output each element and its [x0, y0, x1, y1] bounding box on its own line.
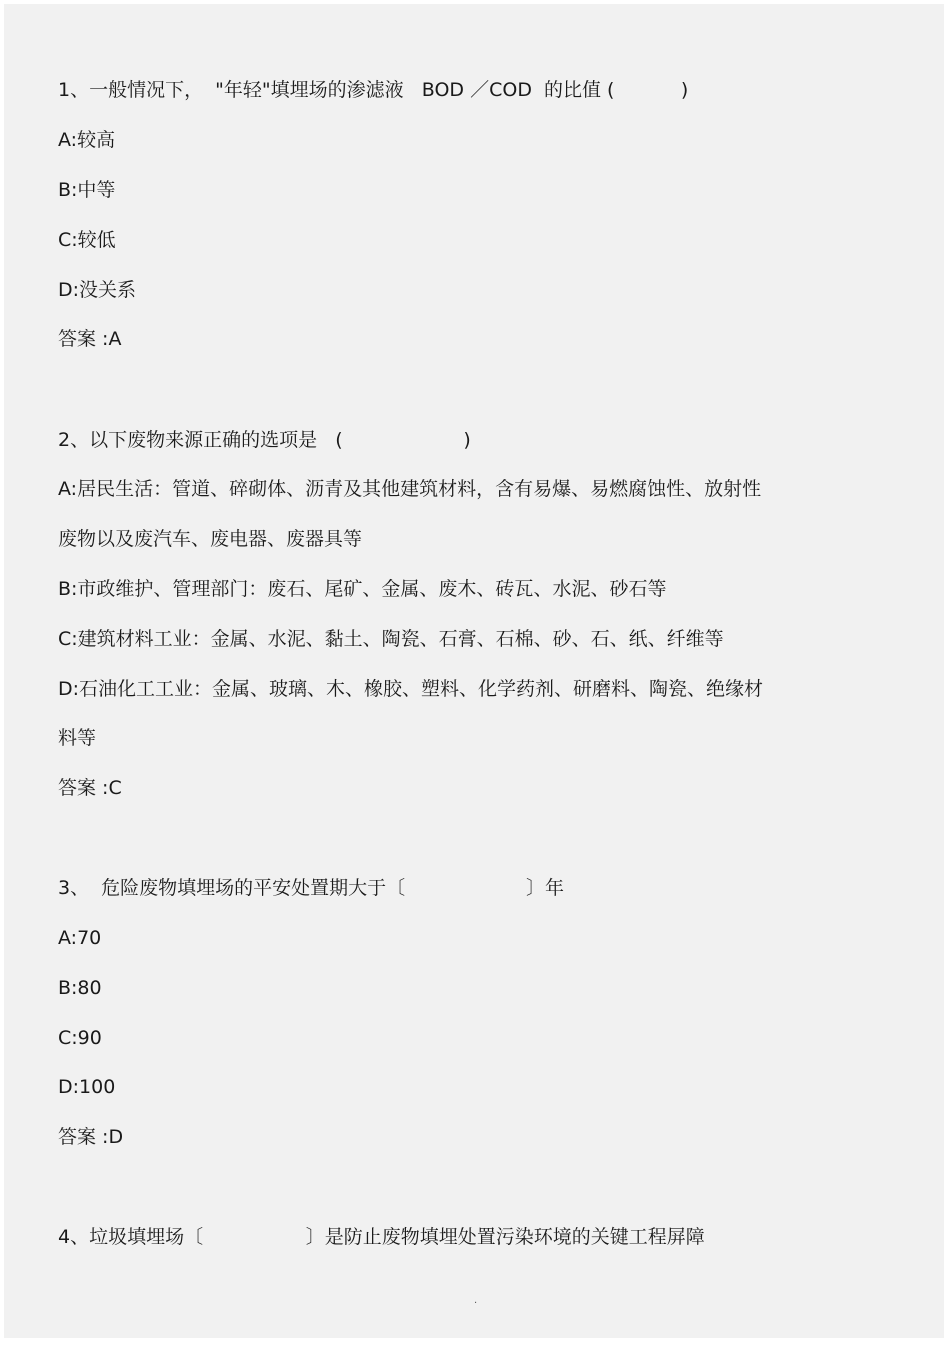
question-1-option-d: D:没关系	[58, 279, 137, 301]
question-2-option-d-cont: 料等	[58, 727, 97, 749]
question-2-option-d: D:石油化工工业：金属、玻璃、木、橡胶、塑料、化学药剂、研磨料、陶瓷、绝缘材	[58, 678, 764, 700]
page-marker: .	[474, 1295, 478, 1306]
question-2-option-c: C:建筑材料工业：金属、水泥、黏土、陶瓷、石膏、石棉、砂、石、纸、纤维等	[58, 628, 724, 650]
question-1-option-c: C:较低	[58, 229, 116, 251]
question-2-option-a: A:居民生活：管道、碎砌体、沥青及其他建筑材料，含有易爆、易燃腐蚀性、放射性	[58, 478, 762, 500]
question-2-option-b: B:市政维护、管理部门：废石、尾矿、金属、废木、砖瓦、水泥、砂石等	[58, 578, 667, 600]
question-1-option-a: A:较高	[58, 129, 116, 151]
document-page	[4, 4, 944, 1338]
question-3-option-a: A:70	[58, 927, 102, 949]
question-4-stem: 4、垃圾填埋场〔 〕是防止废物填埋处置污染环境的关键工程屏障	[58, 1226, 705, 1248]
question-3-option-b: B:80	[58, 977, 102, 999]
question-3-option-c: C:90	[58, 1027, 102, 1049]
question-1-stem: 1、一般情况下， "年轻"填埋场的渗滤液 BOD ／COD 的比值 ( )	[58, 79, 689, 101]
question-2-stem: 2、以下废物来源正确的选项是 ( )	[58, 429, 471, 451]
question-1-option-b: B:中等	[58, 179, 116, 201]
question-3-stem: 3、 危险废物填埋场的平安处置期大于〔 〕年	[58, 877, 564, 899]
question-3-option-d: D:100	[58, 1076, 116, 1098]
question-2-answer: 答案 :C	[58, 777, 122, 799]
question-1-answer: 答案 :A	[58, 328, 122, 350]
question-3-answer: 答案 :D	[58, 1126, 124, 1148]
question-2-option-a-cont: 废物以及废汽车、废电器、废器具等	[58, 528, 363, 550]
